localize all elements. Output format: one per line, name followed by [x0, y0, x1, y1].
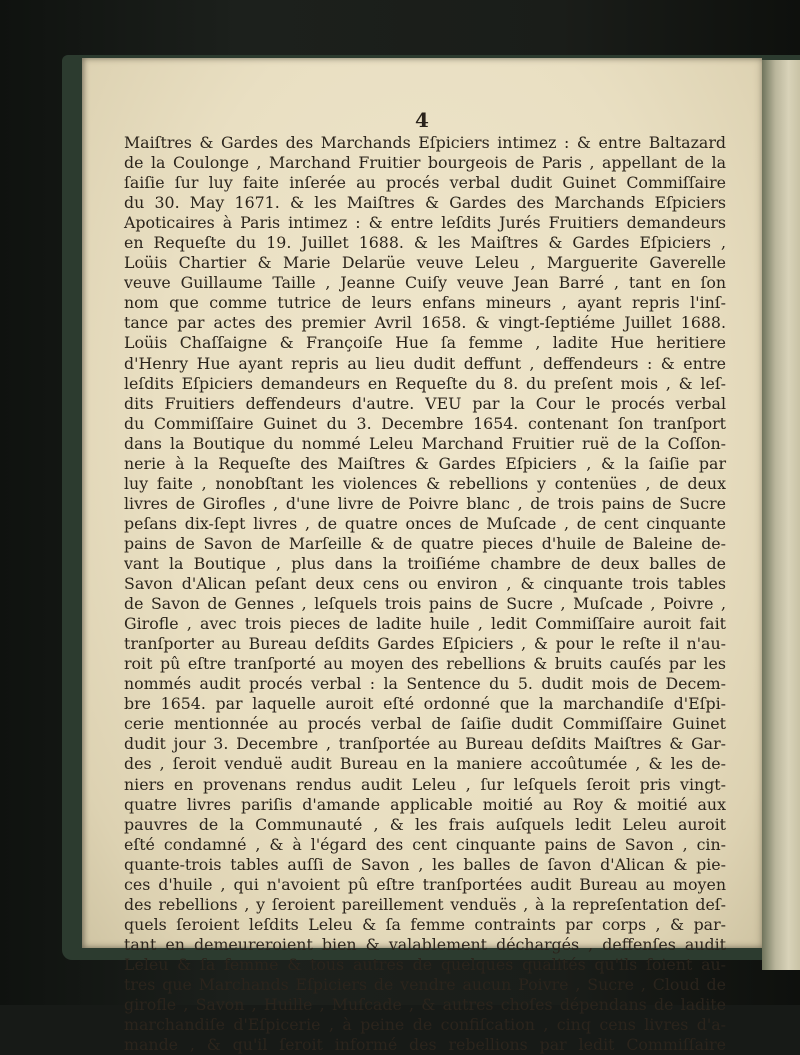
text-line: ſaiſie ſur luy faite inſerée au procés verbal dudit Guinet Commiſſaire — [124, 173, 726, 193]
text-line: de Savon de Gennes , leſquels trois pains de Sucre , Muſcade , Poivre , — [124, 594, 726, 614]
text-line: eſté condamné , & à l'égard des cent cinquante pains de Savon , cin- — [124, 834, 726, 854]
text-line: bre 1654. par laquelle auroit eſté ordonné que la marchandiſe d'Eſpi- — [124, 694, 726, 714]
text-line: de la Coulonge , Marchand Fruitier bourgeois de Paris , appellant de la — [124, 153, 726, 173]
text-line: dans la Boutique du nommé Leleu Marchand Fruitier ruë de la Coſſon- — [124, 433, 726, 453]
text-line: des , ſeroit venduë audit Bureau en la maniere accoûtumée , & les de- — [124, 754, 726, 774]
text-line: Apoticaires à Paris intimez : & entre leſdits Jurés Fruitiers demandeurs — [124, 213, 726, 233]
text-line: en Requeſte du 19. Juillet 1688. & les Maiſtres & Gardes Eſpiciers , — [124, 233, 726, 253]
text-line: pauvres de la Communauté , & les frais auſquels ledit Leleu auroit — [124, 814, 726, 834]
text-line: Loüis Chartier & Marie Delarüe veuve Leleu , Marguerite Gaverelle — [124, 253, 726, 273]
text-line: dudit jour 3. Decembre , tranſportée au Bureau deſdits Maiſtres & Gar- — [124, 734, 726, 754]
text-line: nom que comme tutrice de leurs enfans mineurs , ayant repris l'inſ- — [124, 293, 726, 313]
text-line: leſdits Eſpiciers demandeurs en Requeſte du 8. du preſent mois , & leſ- — [124, 373, 726, 393]
text-line: livres de Girofles , d'une livre de Poivre blanc , de trois pains de Sucre — [124, 493, 726, 513]
text-line: d'Henry Hue ayant repris au lieu dudit deffunt , deffendeurs : & entre — [124, 353, 726, 373]
text-line: niers en provenans rendus audit Leleu , ſur leſquels ſeroit pris vingt- — [124, 774, 726, 794]
text-line: des rebellions , y ſeroient pareillement venduës , à la repreſentation deſ- — [124, 894, 726, 914]
text-line: ces d'huile , qui n'avoient pû eſtre tranſportées audit Bureau au moyen — [124, 874, 726, 894]
text-line: du 30. May 1671. & les Maiſtres & Gardes des Marchands Eſpiciers — [124, 193, 726, 213]
page-number: 4 — [415, 108, 429, 132]
text-line: Girofle , avec trois pieces de ladite huile , ledit Commiſſaire auroit fait — [124, 614, 726, 634]
text-line: quatre livres pariſis d'amande applicable moitié au Roy & moitié aux — [124, 794, 726, 814]
text-line: dits Fruitiers deffendeurs d'autre. VEU par la Cour le procés verbal — [124, 393, 726, 413]
text-line: veuve Guillaume Taille , Jeanne Cuiſy veuve Jean Barré , tant en ſon — [124, 273, 726, 293]
text-line: mande , & qu'il ſeroit informé des rebellions par ledit Commiſſaire — [124, 1035, 726, 1055]
body-text — [124, 133, 726, 1055]
text-line: peſans dix-ſept livres , de quatre onces de Muſcade , de cent cinquante — [124, 513, 726, 533]
text-line: tant en demeureroient bien & valablement déchargés , deffenſes audit — [124, 934, 726, 954]
text-line: quels ſeroient leſdits Leleu & ſa femme contraints par corps , & par- — [124, 914, 726, 934]
text-line: tranſporter au Bureau deſdits Gardes Eſpiciers , & pour le reſte il n'au- — [124, 634, 726, 654]
text-line: tres que Marchands Eſpiciers de vendre aucun Poivre , Sucre , Cloud de — [124, 974, 726, 994]
text-line: Loüis Chaſſaigne & Françoiſe Hue ſa femme , ladite Hue heritiere — [124, 333, 726, 353]
text-line: girofle , Savon , Huille , Muſcade , & autres choſes dépendans de ladite — [124, 995, 726, 1015]
page-edge-strip — [762, 60, 800, 970]
text-line: nerie à la Requeſte des Maiſtres & Gardes Eſpiciers , & la ſaiſie par — [124, 453, 726, 473]
text-line: tance par actes des premier Avril 1658. & vingt-ſeptiéme Juillet 1688. — [124, 313, 726, 333]
text-line: vant la Boutique , plus dans la troiſiéme chambre de deux balles de — [124, 553, 726, 573]
text-line: cerie mentionnée au procés verbal de ſaiſie dudit Commiſſaire Guinet — [124, 714, 726, 734]
text-line: du Commiſſaire Guinet du 3. Decembre 1654. contenant ſon tranſport — [124, 413, 726, 433]
text-line: Leleu & ſa femme & tous autres de quelques qualités qu'ils ſoient au- — [124, 954, 726, 974]
text-line: Maiſtres & Gardes des Marchands Eſpiciers intimez : & entre Baltazard — [124, 133, 726, 152]
text-line: pains de Savon de Marſeille & de quatre pieces d'huile de Baleine de- — [124, 533, 726, 553]
text-line: nommés audit procés verbal : la Sentence du 5. dudit mois de Decem- — [124, 674, 726, 694]
document-page — [82, 58, 762, 1055]
text-line: roit pû eſtre tranſporté au moyen des rebellions & bruits cauſés par les — [124, 654, 726, 674]
text-line: quante-trois tables auſſi de Savon , les balles de ſavon d'Alican & pie- — [124, 854, 726, 874]
text-line: luy faite , nonobſtant les violences & rebellions y contenües , de deux — [124, 473, 726, 493]
text-line: marchandiſe d'Eſpicerie , à peine de confiſcation , cinq cens livres d'a- — [124, 1015, 726, 1035]
text-line: Savon d'Alican peſant deux cens ou environ , & cinquante trois tables — [124, 574, 726, 594]
